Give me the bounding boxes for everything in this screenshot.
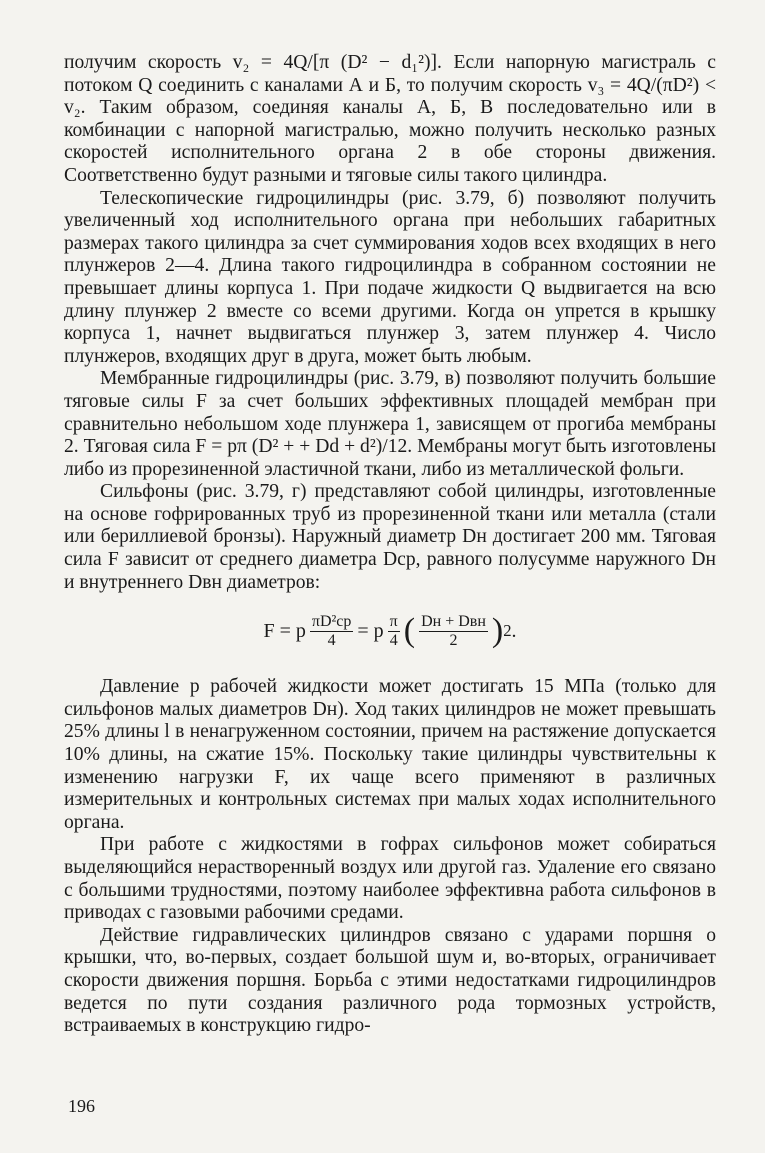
- formula-fraction-3: [419, 613, 488, 650]
- formula-fraction-3-num: Dн + Dвн: [421, 612, 486, 630]
- formula-lhs: F = p: [263, 619, 306, 642]
- page-number: 196: [68, 1096, 95, 1116]
- formula-fraction-3-den: 2: [449, 631, 458, 649]
- paragraph-6: При работе с жидкостями в гофрах сильфонов может собираться выделяющийся нерастворенный воздух или другой газ. Удаление его связано с большими трудностями, поэтому наиболее эффективна работа сильфонов в приводах с газовыми рабочими средами.: [64, 834, 716, 924]
- formula-fraction-2-den: 4: [389, 631, 398, 649]
- formula-exponent: 2: [503, 620, 512, 640]
- formula-fraction-1-den: 4: [327, 631, 336, 649]
- paragraph-3: Мембранные гидроцилиндры (рис. 3.79, в) позволяют получить большие тяговые силы F за счет больших эффективных площадей мембран при сравнительно небольшом ходе плунжера 1, зависящем от прогиба мембраны 2. Тяговая сила F = pπ (D² + + Dd + d²)/12. Мембраны могут быть изготовлены либо из прорезиненной эластичной ткани, либо из металлической фольги.: [64, 368, 716, 480]
- formula-fraction-2-num: π: [389, 612, 398, 630]
- formula-fraction-2: [388, 613, 400, 650]
- right-paren: ): [491, 612, 504, 650]
- formula-mid: = p: [357, 619, 384, 642]
- paragraph-7: Действие гидравлических цилиндров связано с ударами поршня о крышки, что, во-первых, создает большой шум и, во-вторых, ограничивает скорости движения поршня. Борьба с этими недостатками гидроцилиндров ведется по пути создания различного рода тормозных устройств, встраиваемых в конструкцию гидро-: [64, 924, 716, 1037]
- formula-end: .: [511, 619, 517, 642]
- paragraph-5: Давление p рабочей жидкости может достигать 15 МПа (только для сильфонов малых диаметров Dн). Ход таких цилиндров не может превышать 25% длины l в ненагруженном состоянии, причем на растяжение допускается 10% длины, на сжатие 15%. Поскольку такие цилиндры чувствительны к изменению нагрузки F, их чаще всего применяют в различных измерительных и контрольных системах при малых ходах исполнительного органа.: [64, 676, 716, 833]
- page-body: [64, 52, 716, 1038]
- paragraph-1: получим скорость v₂ = 4Q/[π (D² − d₁²)]. Если напорную магистраль с потоком Q соединить с каналами А и Б, то получим скорость v₃ = 4Q/(πD²) < v₂. Таким образом, соединяя каналы А, Б, В последовательно или в комбинации с напорной магистралью, можно получить несколько разных скоростей исполнительного органа 2 в обе стороны движения. Соответственно будут разными и тяговые силы такого цилиндра.: [64, 52, 716, 186]
- left-paren: (: [403, 612, 416, 650]
- paragraph-2: Телескопические гидроцилиндры (рис. 3.79, б) позволяют получить увеличенный ход исполнительного органа при небольших габаритных размерах такого цилиндра за счет суммирования ходов всех входящих в него плунжеров 2—4. Длина такого гидроцилиндра в собранном состоянии не превышает длины корпуса 1. При подаче жидкости Q выдвигается на всю длину плунжер 2 вместе со всеми другими. Когда он упрется в крышку корпуса 1, начнет выдвигаться плунжер 3, затем плунжер 4. Число плунжеров, входящих друг в друга, может быть любым.: [64, 187, 716, 367]
- formula-fraction-1: [310, 613, 354, 650]
- formula-fraction-1-num: πD²ср: [311, 612, 352, 630]
- bellows-force-formula: [64, 596, 716, 666]
- paragraph-4: Сильфоны (рис. 3.79, г) представляют собой цилиндры, изготовленные на основе гофрированных труб из прорезиненной ткани или металла (стали или бериллиевой бронзы). Наружный диаметр Dн достигает 200 мм. Тяговая сила F зависит от среднего диаметра Dср, равного полусумме наружного Dн и внутреннего Dвн диаметров:: [64, 481, 716, 593]
